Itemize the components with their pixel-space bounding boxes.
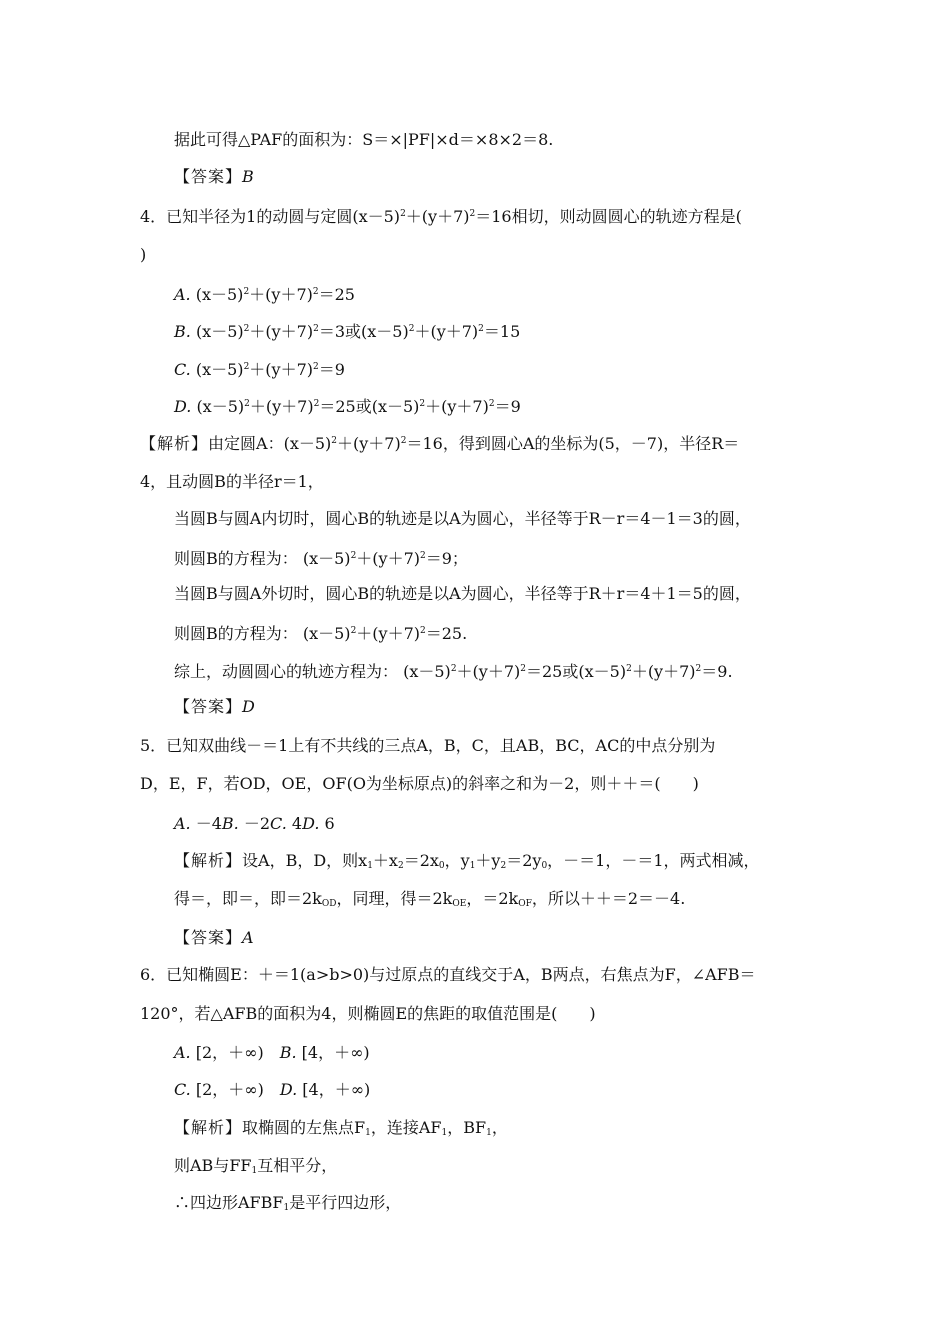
question-6-options-1: A. [2，＋∞) B. [4，＋∞) bbox=[174, 1043, 370, 1062]
option-c: C. $(x-5)^2+(y+7)^2=9$ bbox=[174, 360, 345, 379]
option-b: B. $(x-5)^2+(y+7)^2=3$或$(x-5)^2+(y+7)^2=15$ bbox=[174, 322, 521, 341]
solution-4-line-1: 【解析】由定圆A：$(x-5)^2+(y+7)^2=16$，得到圆心A的坐标为(5，－7)，半径R＝ bbox=[140, 434, 740, 453]
question-6-options-2: C. [2，＋∞) D. [4，＋∞) bbox=[174, 1080, 371, 1099]
question-5-stem: 5．已知双曲线－＝1上有不共线的三点A，B，C，且AB，BC，AC的中点分别为 bbox=[140, 736, 716, 755]
text-line: 据此可得△PAF的面积为：S＝×|PF|×d＝×8×2＝8. bbox=[174, 130, 554, 149]
question-5-options: A. －4B. －2C. 4D. 6 bbox=[174, 814, 335, 833]
solution-4-line-7: 综上，动圆圆心的轨迹方程为： $(x-5)^2+(y+7)^2=25$或$(x-5)^2+(y+7)^2=9$. bbox=[174, 662, 733, 681]
solution-6-line-1: 【解析】取椭圆的左焦点$F_1$，连接$AF_1$，$BF_1$， bbox=[174, 1118, 508, 1138]
solution-4-line-6: 则圆B的方程为： $(x-5)^2+(y+7)^2=25$. bbox=[174, 624, 468, 643]
option-d: D. $(x-5)^2+(y+7)^2=25$或$(x-5)^2+(y+7)^2=9$ bbox=[174, 397, 521, 416]
solution-6-line-3: ∴四边形$AFBF_1$是平行四边形， bbox=[174, 1193, 402, 1213]
answer-line: 【答案】A bbox=[174, 928, 254, 947]
question-5-stem-2: D，E，F，若OD，OE，OF(O为坐标原点)的斜率之和为－2，则＋＋＝( ) bbox=[140, 774, 699, 793]
solution-5-line-2: 得＝，即＝，即$=2k_{OD}$，同理，得$=2k_{OE}$，$=2k_{OF}$，所以＋＋＝2＝－4. bbox=[174, 889, 686, 909]
question-6-stem: 6．已知椭圆E：＋＝1(a>b>0)与过原点的直线交于A，B两点，右焦点为F，∠AFB＝ bbox=[140, 965, 756, 984]
question-6-stem-2: 120°，若△AFB的面积为4，则椭圆E的焦距的取值范围是( ) bbox=[140, 1004, 596, 1023]
solution-4-line-5: 当圆B与圆A外切时，圆心B的轨迹是以A为圆心，半径等于R＋r＝4＋1＝5的圆， bbox=[174, 584, 751, 603]
option-a: A. $(x-5)^2+(y+7)^2=25$ bbox=[174, 285, 355, 304]
solution-4-line-2: 4，且动圆B的半径r＝1， bbox=[140, 472, 324, 491]
answer-line: 【答案】D bbox=[174, 697, 255, 716]
answer-line: 【答案】B bbox=[174, 167, 254, 186]
question-4-stem-end: ) bbox=[140, 245, 147, 264]
solution-4-line-3: 当圆B与圆A内切时，圆心B的轨迹是以A为圆心，半径等于R－r＝4－1＝3的圆， bbox=[174, 509, 751, 528]
question-4-stem: 4．已知半径为1的动圆与定圆$(x-5)^2+(y+7)^2=16$相切，则动圆圆心的轨迹方程是( bbox=[140, 207, 742, 226]
solution-4-line-4: 则圆B的方程为： $(x-5)^2+(y+7)^2=9$； bbox=[174, 549, 468, 568]
solution-5-line-1: 【解析】设A，B，D，则$x_1+x_2=2x_0$，$y_1+y_2=2y_0$，－＝1，－＝1，两式相减， bbox=[174, 851, 760, 871]
solution-6-line-2: 则AB与$FF_1$互相平分， bbox=[174, 1156, 338, 1176]
